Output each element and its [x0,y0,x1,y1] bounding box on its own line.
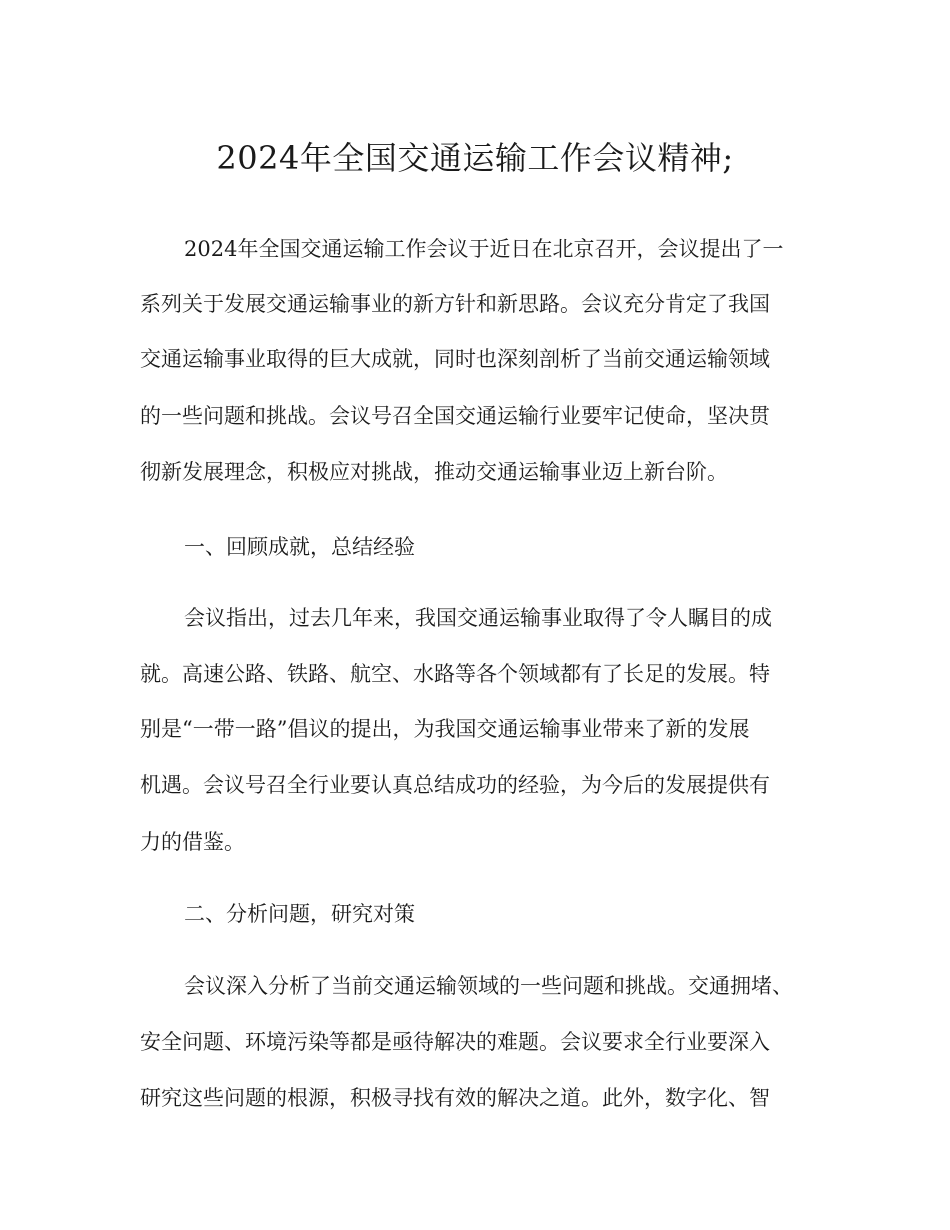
paragraph-2-line-4: 机遇。会议号召全行业要认真总结成功的经验，为今后的发展提供有 [140,773,770,797]
paragraph-1-line-5: 彻新发展理念，积极应对挑战，推动交通运输事业迈上新台阶。 [140,460,728,484]
paragraph-1-line-2: 系列关于发展交通运输事业的新方针和新思路。会议充分肯定了我国 [140,292,770,316]
paragraph-1-line-4: 的一些问题和挑战。会议号召全国交通运输行业要牢记使命，坚决贯 [140,404,770,428]
paragraph-2-line-2: 就。高速公路、铁路、航空、水路等各个领域都有了长足的发展。特 [140,662,770,686]
paragraph-1-line-1: 2024年全国交通运输工作会议于近日在北京召开，会议提出了一 [184,237,784,261]
paragraph-2-line-3: 别是“一带一路”倡议的提出，为我国交通运输事业带来了新的发展 [140,717,750,741]
paragraph-3-line-3: 研究这些问题的根源，积极寻找有效的解决之道。此外，数字化、智 [140,1086,770,1110]
paragraph-3-line-1: 会议深入分析了当前交通运输领域的一些问题和挑战。交通拥堵、 [184,974,793,998]
paragraph-3-line-2: 安全问题、环境污染等都是亟待解决的难题。会议要求全行业要深入 [140,1030,770,1054]
document-title: 2024年全国交通运输工作会议精神; [216,139,734,177]
paragraph-2-line-5: 力的借鉴。 [140,830,245,854]
paragraph-1-line-3: 交通运输事业取得的巨大成就，同时也深刻剖析了当前交通运输领域 [140,347,770,371]
section-heading-2: 二、分析问题，研究对策 [184,902,415,926]
paragraph-2-line-1: 会议指出，过去几年来，我国交通运输事业取得了令人瞩目的成 [184,606,772,630]
section-heading-1: 一、回顾成就，总结经验 [184,535,415,559]
